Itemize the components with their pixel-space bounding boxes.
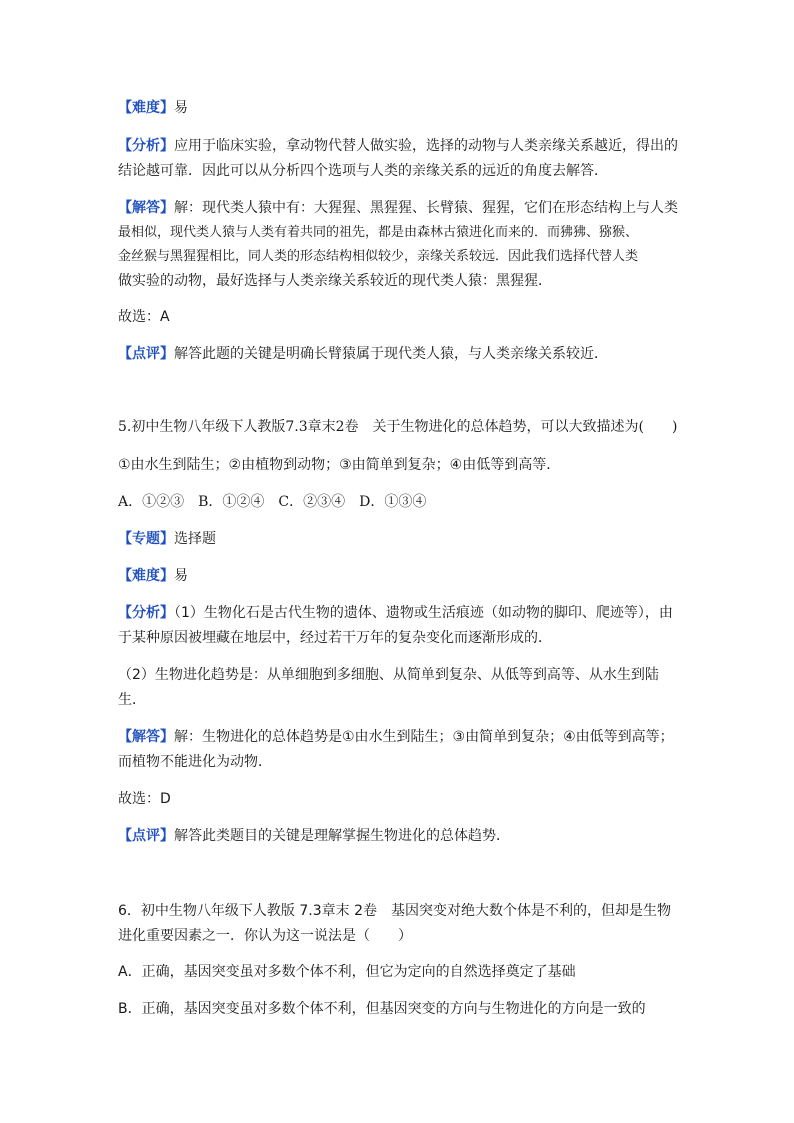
q5-choice: 故选：D <box>118 791 171 807</box>
q4-difficulty <box>118 98 188 118</box>
comment-tag: 【点评】 <box>118 346 174 362</box>
difficulty-text: 易 <box>174 100 188 116</box>
difficulty-text: 易 <box>174 568 188 584</box>
q5-analysis2-line-2: 生． <box>118 692 146 708</box>
difficulty-tag: 【难度】 <box>118 568 174 584</box>
q4-comment <box>118 344 608 364</box>
q5-topic <box>118 529 216 549</box>
q4-answer-line-2: 最相似，现代类人猿与人类有着共同的祖先，都是由森林古猿进化而来的．而狒狒、猕猴、 <box>118 225 639 240</box>
answer-tag: 【解答】 <box>118 729 174 745</box>
q5-analysis-line-2: 于某种原因被埋藏在地层中，经过若干万年的复杂变化而逐渐形成的． <box>118 630 552 646</box>
topic-tag: 【专题】 <box>118 531 174 547</box>
q5-answer-line-2: 而植物不能进化为动物． <box>118 754 272 770</box>
comment-text: 解答此类题目的关键是理解掌握生物进化的总体趋势． <box>174 828 510 844</box>
q5-analysis2-line-1: （2）生物进化趋势是：从单细胞到多细胞、从简单到复杂、从低等到高等、从水生到陆 <box>118 667 659 683</box>
q6-option-b: B．正确，基因突变虽对多数个体不利，但基因突变的方向与生物进化的方向是一致的 <box>118 1001 646 1017</box>
comment-tag: 【点评】 <box>118 828 174 844</box>
q5-comment <box>118 826 510 846</box>
analysis-tag: 【分析】 <box>118 138 174 154</box>
q6-stem-line-1: 6．初中生物八年级下人教版 7.3章末 2卷 基因突变对绝大数个体是不利的，但却是生物 <box>118 903 671 919</box>
difficulty-tag: 【难度】 <box>118 100 174 116</box>
q4-answer-line-1 <box>118 198 678 218</box>
q4-answer-line-4: 做实验的动物，最好选择与人类亲缘关系较近的现代类人猿：黑猩猩． <box>118 273 552 289</box>
analysis-text: （1）生物化石是古代生物的遗体、遗物或生活痕迹（如动物的脚印、爬迹等），由 <box>174 605 673 621</box>
answer-text: 解：生物进化的总体趋势是①由水生到陆生；③由简单到复杂；④由低等到高等； <box>174 729 674 745</box>
q5-options: A．①②③ B．①②④ C．②③④ D．①③④ <box>118 494 427 510</box>
q5-analysis-line-1 <box>118 603 673 623</box>
q4-answer-line-3: 金丝猴与黑猩猩相比，同人类的形态结构相似较少，亲缘关系较远．因此我们选择代替人类 <box>118 249 639 264</box>
q4-analysis-line-2: 结论越可靠．因此可以从分析四个选项与人类的亲缘关系的远近的角度去解答． <box>118 163 608 179</box>
q6-option-a: A．正确，基因突变虽对多数个体不利，但它为定向的自然选择奠定了基础 <box>118 964 576 980</box>
q4-choice: 故选：A <box>118 309 170 325</box>
q5-stem: 5.初中生物八年级下人教版7.3章末2卷 关于生物进化的总体趋势，可以大致描述为( ) <box>118 419 678 435</box>
q5-answer-line-1 <box>118 727 674 747</box>
analysis-text: 应用于临床实验，拿动物代替人做实验，选择的动物与人类亲缘关系越近，得出的 <box>174 138 678 154</box>
comment-text: 解答此题的关键是明确长臂猿属于现代类人猿，与人类亲缘关系较近． <box>174 346 608 362</box>
answer-tag: 【解答】 <box>118 200 174 216</box>
q5-items: ①由水生到陆生；②由植物到动物；③由简单到复杂；④由低等到高等． <box>118 457 561 473</box>
analysis-tag: 【分析】 <box>118 605 174 621</box>
q4-analysis-line-1 <box>118 136 678 156</box>
answer-text: 解：现代类人猿中有：大猩猩、黑猩猩、长臂猿、猩猩，它们在形态结构上与人类 <box>174 200 678 216</box>
q6-stem-line-2: 进化重要因素之一．你认为这一说法是（ ） <box>118 928 412 944</box>
topic-text: 选择题 <box>174 531 216 547</box>
q5-difficulty <box>118 566 188 586</box>
